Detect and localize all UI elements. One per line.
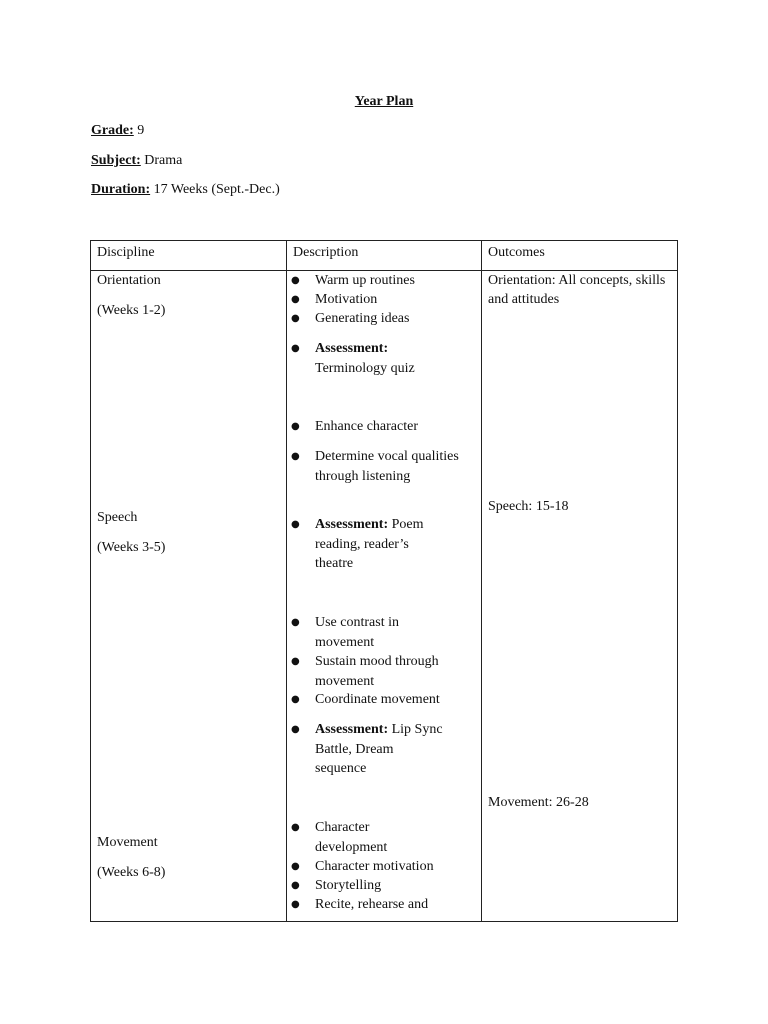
list-item — [315, 339, 465, 378]
weeks-movement: (Weeks 6-8) — [97, 865, 166, 880]
discipline-movement: Movement — [97, 835, 158, 850]
table-divider — [286, 241, 287, 921]
outcome-speech: Speech: 15-18 — [488, 499, 569, 514]
list-item: ● Coordinate movement — [315, 690, 465, 710]
duration-line — [91, 182, 280, 198]
weeks-speech: (Weeks 3-5) — [97, 540, 166, 555]
list-item: ● Enhance character — [315, 417, 465, 437]
table-divider — [481, 241, 482, 921]
list-item: ● Use contrast in movement — [315, 613, 425, 652]
list-item: ● Recite, rehearse and — [315, 895, 465, 915]
list-item — [315, 515, 443, 574]
assessment-label: Assessment: — [315, 341, 389, 356]
subject-line — [91, 153, 182, 169]
assessment-text: Terminology quiz — [315, 360, 415, 376]
header-description: Description — [293, 245, 359, 260]
list-item: ● Character development — [315, 818, 415, 857]
list-item: ● Motivation — [315, 290, 465, 310]
list-item: ● Storytelling — [315, 876, 465, 896]
assessment-label: Assessment: — [315, 517, 389, 532]
grade-line — [91, 123, 144, 139]
list-item: ● Generating ideas — [315, 309, 465, 329]
outcome-orientation: Orientation: All concepts, skills and attitudes — [488, 273, 666, 307]
assessment-text: Lip Sync Battle, Dream sequence — [315, 722, 443, 776]
list-item: ● Sustain mood through movement — [315, 652, 465, 691]
weeks-orientation: (Weeks 1-2) — [97, 303, 166, 318]
duration-value: 17 Weeks (Sept.-Dec.) — [150, 182, 280, 197]
discipline-speech: Speech — [97, 510, 138, 525]
duration-label: Duration: — [91, 182, 151, 197]
discipline-orientation: Orientation — [97, 273, 161, 288]
header-outcomes: Outcomes — [488, 245, 545, 260]
year-plan-table — [90, 240, 678, 922]
grade-value: 9 — [133, 123, 145, 138]
list-item — [315, 720, 445, 779]
list-item: ● Determine vocal qualities through listening — [315, 447, 465, 486]
list-item: ● Character motivation — [315, 857, 465, 877]
assessment-text: Poem reading, reader’s theatre — [315, 517, 424, 571]
subject-value: Drama — [140, 153, 183, 168]
assessment-label: Assessment: — [315, 722, 389, 737]
grade-label: Grade: — [91, 123, 134, 138]
header-discipline: Discipline — [97, 245, 155, 260]
page-title: Year Plan — [354, 94, 414, 109]
list-item: ● Warm up routines — [315, 271, 465, 291]
outcome-movement: Movement: 26-28 — [488, 795, 589, 810]
subject-label: Subject: — [91, 153, 141, 168]
